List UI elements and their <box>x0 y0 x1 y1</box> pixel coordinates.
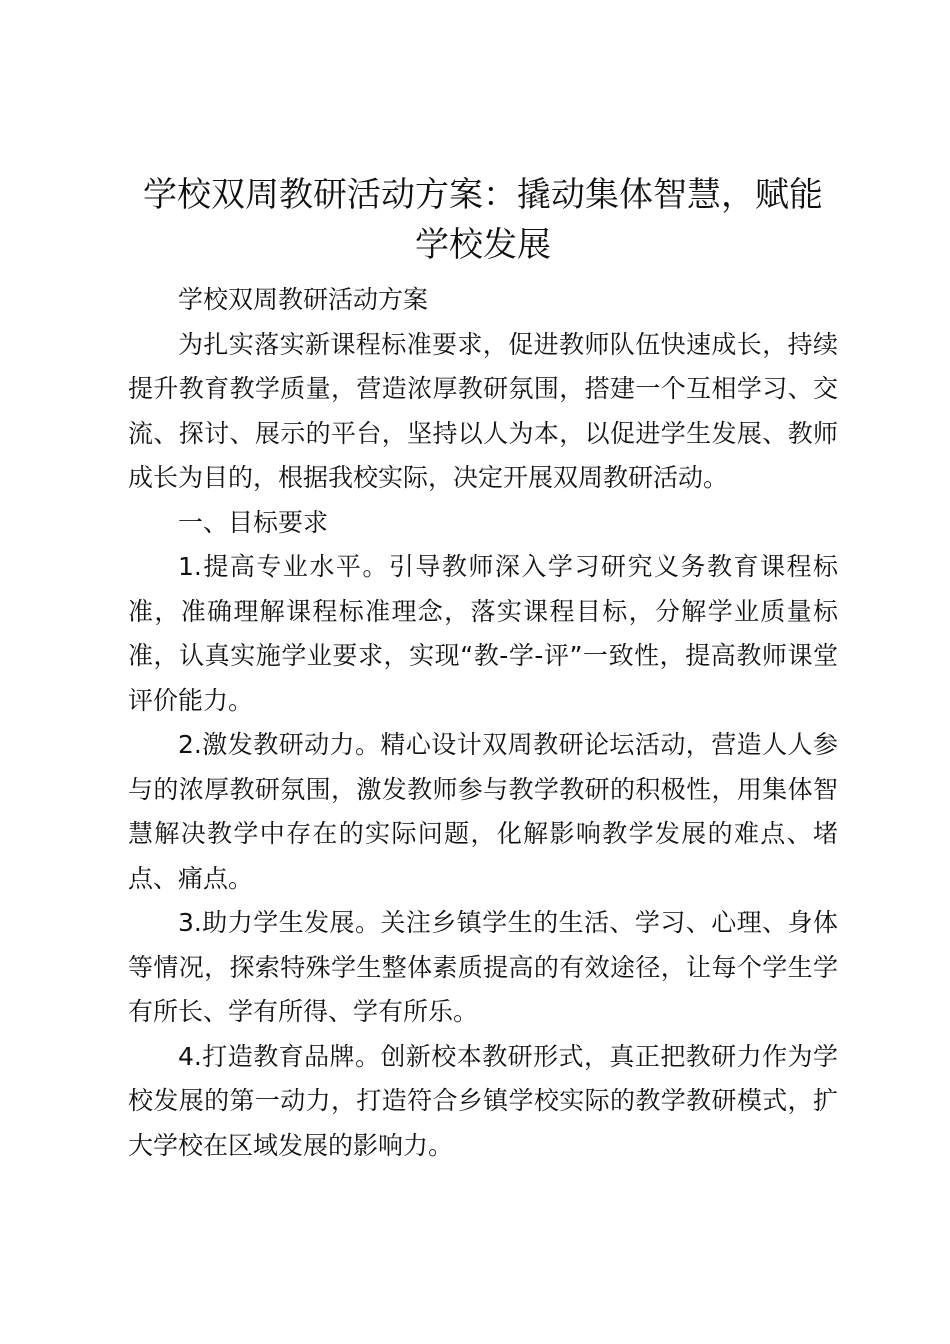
goal-item-2: 2.激发教研动力。精心设计双周教研论坛活动，营造人人参与的浓厚教研氛围，激发教师参与教学教研的积极性，用集体智慧解决教学中存在的实际问题，化解影响教学发展的难点、堵点、痛点。 <box>128 730 838 893</box>
document-title: 学校双周教研活动方案：撬动集体智慧，赋能学校发展 <box>143 175 823 265</box>
section-heading-goals: 一、目标要求 <box>178 507 329 537</box>
goal-item-3: 3.助力学生发展。关注乡镇学生的生活、学习、心理、身体等情况，探索特殊学生整体素质提高的有效途径，让每个学生学有所长、学有所得、学有所乐。 <box>128 908 838 1026</box>
intro-paragraph: 为扎实落实新课程标准要求，促进教师队伍快速成长，持续提升教育教学质量，营造浓厚教研氛围，搭建一个互相学习、交流、探讨、展示的平台，坚持以人为本，以促进学生发展、教师成长为目的，根据我校实际，决定开展双周教研活动。 <box>128 329 838 492</box>
document-page <box>128 170 838 1168</box>
plan-subtitle: 学校双周教研活动方案 <box>178 285 429 314</box>
goal-item-1: 1.提高专业水平。引导教师深入学习研究义务教育课程标准，准确理解课程标准理念，落实课程目标，分解学业质量标准，认真实施学业要求，实现“教-学-评”一致性，提高教师课堂评价能力。 <box>128 552 838 715</box>
goal-item-4: 4.打造教育品牌。创新校本教研形式，真正把教研力作为学校发展的第一动力，打造符合乡镇学校实际的教学教研模式，扩大学校在区域发展的影响力。 <box>128 1041 838 1160</box>
